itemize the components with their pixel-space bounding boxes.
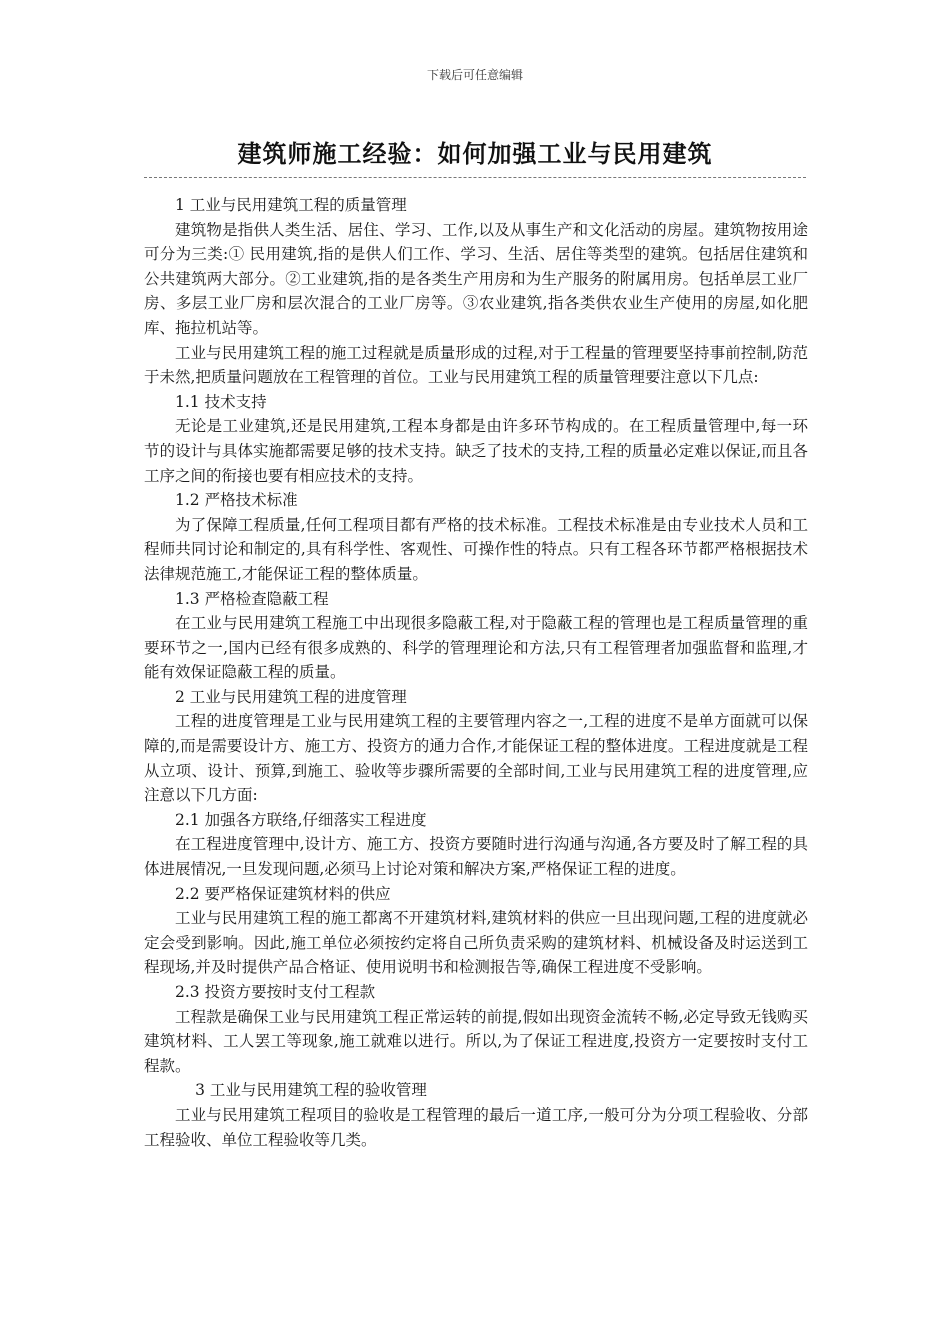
section-heading: 1 工业与民用建筑工程的质量管理 (175, 196, 407, 214)
subsection-heading: 2.3 投资方要按时支付工程款 (175, 983, 376, 1001)
body-paragraph: 工业与民用建筑工程项目的验收是工程管理的最后一道工序,一般可分为分项工程验收、分部工程验收、单位工程验收等几类。 (144, 1105, 808, 1149)
subsection-heading: 1.2 严格技术标准 (175, 491, 298, 510)
body-paragraph: 在工业与民用建筑工程施工中出现很多隐蔽工程,对于隐蔽工程的管理也是工程质量管理的重要环节之一,国内已经有很多成熟的、科学的管理理论和方法,只有工程管理者加强监督和监理,才能有效保证隐蔽工程的质量。 (144, 614, 808, 682)
body-paragraph: 无论是工业建筑,还是民用建筑,工程本身都是由许多环节构成的。在工程质量管理中,每一环节的设计与具体实施都需要足够的技术支持。缺乏了技术的支持,工程的质量必定难以保证,而且各工序之间的衔接也要有相应技术的支持。 (144, 417, 808, 485)
document-body (144, 193, 808, 1152)
document-title: 建筑师施工经验：如何加强工业与民用建筑 (237, 139, 713, 168)
body-paragraph: 为了保障工程质量,任何工程项目都有严格的技术标准。工程技术标准是由专业技术人员和工程师共同讨论和制定的,具有科学性、客观性、可操作性的特点。只有工程各环节都严格根据技术法律规范施工,才能保证工程的整体质量。 (144, 515, 808, 583)
section-heading: 3 工业与民用建筑工程的验收管理 (195, 1081, 427, 1100)
body-paragraph: 工业与民用建筑工程的施工都离不开建筑材料,建筑材料的供应一旦出现问题,工程的进度就必定会受到影响。因此,施工单位必须按约定将自己所负责采购的建筑材料、机械设备及时运送到工程现场,并及时提供产品合格证、使用说明书和检测报告等,确保工程进度不受影响。 (144, 909, 808, 977)
subsection-heading: 2.1 加强各方联络,仔细落实工程进度 (175, 810, 427, 829)
body-paragraph: 工程的进度管理是工业与民用建筑工程的主要管理内容之一,工程的进度不是单方面就可以保障的,而是需要设计方、施工方、投资方的通力合作,才能保证工程的整体进度。工程进度就是工程从立项、设计、预算,到施工、验收等步骤所需要的全部时间,工业与民用建筑工程的进度管理,应注意以下几方面: (144, 712, 808, 805)
body-paragraph: 建筑物是指供人类生活、居住、学习、工作,以及从事生产和文化活动的房屋。建筑物按用途可分为三类:① 民用建筑,指的是供人们工作、学习、生活、居住等类型的建筑。包括居住建筑和公共建筑两大部分。②工业建筑,指的是各类生产用房和为生产服务的附属用房。包括单层工业厂房、多层工业厂房和层次混合的工业厂房等。③农业建筑,指各类供农业生产使用的房屋,如化肥库、拖拉机站等。 (144, 220, 808, 337)
body-paragraph: 在工程进度管理中,设计方、施工方、投资方要随时进行沟通与沟通,各方要及时了解工程的具体进展情况,一旦发现问题,必须马上讨论对策和解决方案,严格保证工程的进度。 (144, 835, 808, 879)
subsection-heading: 1.1 技术支持 (175, 392, 267, 411)
body-paragraph: 工程款是确保工业与民用建筑工程正常运转的前提,假如出现资金流转不畅,必定导致无钱购买建筑材料、工人罢工等现象,施工就难以进行。所以,为了保证工程进度,投资方一定要按时支付工程款。 (144, 1007, 808, 1075)
subsection-heading: 2.2 要严格保证建筑材料的供应 (175, 884, 391, 903)
section-heading: 2 工业与民用建筑工程的进度管理 (175, 687, 407, 706)
title-divider (144, 177, 806, 178)
body-paragraph: 工业与民用建筑工程的施工过程就是质量形成的过程,对于工程量的管理要坚持事前控制,防范于未然,把质量问题放在工程管理的首位。工业与民用建筑工程的质量管理要注意以下几点: (144, 343, 808, 387)
header-note: 下载后可任意编辑 (426, 68, 523, 82)
subsection-heading: 1.3 严格检查隐蔽工程 (175, 589, 329, 608)
